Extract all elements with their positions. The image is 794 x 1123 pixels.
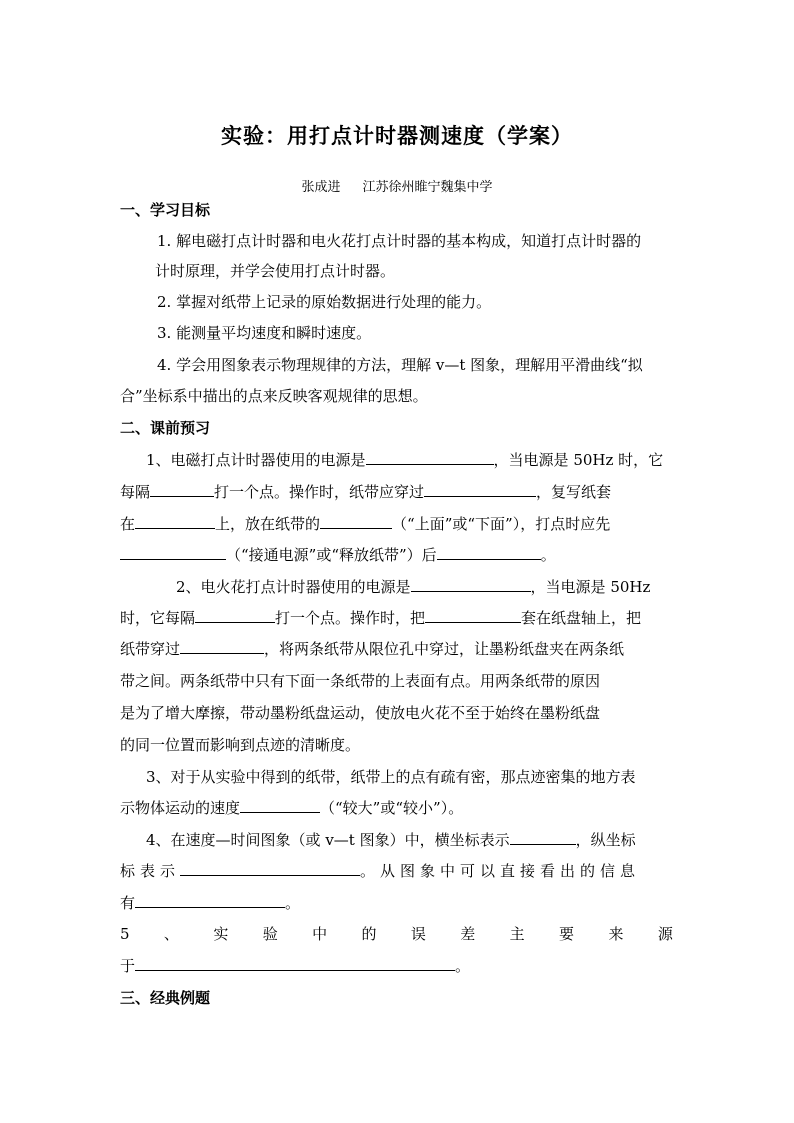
answer-blank[interactable]	[240, 798, 320, 813]
section-heading-goals: 一、学习目标	[120, 201, 211, 219]
goal-4-line-2: 合”坐标系中描出的点来反映客观规律的思想。	[120, 387, 428, 405]
answer-blank[interactable]	[437, 545, 541, 560]
goal-3: 3. 能测量平均速度和瞬时速度。	[157, 324, 372, 342]
question-5-line-2: 于 。	[120, 957, 471, 975]
question-2-line-2: 时，它每隔 打一个点。操作时，把 套在纸盘轴上，把	[120, 609, 642, 627]
answer-blank[interactable]	[425, 608, 521, 623]
question-2-line-4: 带之间。两条纸带中只有下面一条纸带的上表面有点。用两条纸带的原因	[120, 672, 601, 690]
section-heading-examples: 三、经典例题	[120, 989, 211, 1007]
question-1-line-1: 1、电磁打点计时器使用的电源是 ，当电源是 50Hz 时，它	[146, 451, 664, 469]
question-2-line-3: 纸带穿过 ，将两条纸带从限位孔中穿过，让墨粉纸盘夹在两条纸	[120, 640, 625, 658]
question-3-line-2: 示物体运动的速度 （“较大”或“较小”）。	[120, 799, 464, 817]
answer-blank[interactable]	[411, 577, 531, 592]
question-1-line-4: （“接通电源”或“释放纸带”）后 。	[120, 545, 556, 565]
answer-blank[interactable]	[135, 514, 215, 529]
answer-blank[interactable]	[150, 482, 214, 497]
author-line	[0, 176, 794, 195]
author-name: 张成进	[301, 180, 341, 195]
page-title: 实验：用打点计时器测速度（学案）	[221, 123, 573, 148]
answer-blank[interactable]	[180, 639, 264, 654]
answer-blank[interactable]	[135, 893, 285, 908]
answer-blank[interactable]	[320, 514, 392, 529]
question-4-line-1: 4、在速度—时间图象（或 v—t 图象）中，横坐标表示 ，纵坐标	[146, 831, 636, 849]
question-2-line-1: 2、电火花打点计时器使用的电源是 ，当电源是 50Hz	[176, 578, 651, 596]
question-5-line-1: 5 、 实 验 中 的 误 差 主 要 来 源	[120, 925, 673, 943]
question-3-line-1: 3、对于从实验中得到的纸带，纸带上的点有疏有密，那点迹密集的地方表	[146, 768, 636, 786]
author-school: 江苏徐州睢宁魏集中学	[362, 180, 493, 195]
question-4-line-3: 有 。	[120, 894, 301, 912]
question-4-line-2: 标表示 。从图象中可以直接看出的信息	[120, 862, 641, 880]
answer-blank[interactable]	[180, 861, 360, 876]
goal-1-line-1: 1. 解电磁打点计时器和电火花打点计时器的基本构成，知道打点计时器的	[157, 232, 642, 250]
question-2-line-5: 是为了增大摩擦，带动墨粉纸盘运动，使放电火花不至于始终在墨粉纸盘	[120, 704, 601, 722]
goal-1-line-2: 计时原理，并学会使用打点计时器。	[155, 262, 396, 280]
answer-blank[interactable]	[120, 545, 226, 560]
answer-blank[interactable]	[510, 830, 576, 845]
question-1-line-3: 在 上，放在纸带的 （“上面”或“下面”），打点时应先	[120, 515, 611, 533]
section-heading-preview: 二、课前预习	[120, 419, 211, 437]
question-2-line-6: 的同一位置而影响到点迹的清晰度。	[120, 736, 361, 754]
answer-blank[interactable]	[424, 482, 536, 497]
goal-2: 2. 掌握对纸带上记录的原始数据进行处理的能力。	[157, 293, 492, 311]
goal-4-line-1: 4. 学会用图象表示物理规律的方法，理解 v—t 图象，理解用平滑曲线“拟	[157, 356, 643, 374]
question-1-line-2: 每隔 打一个点。操作时，纸带应穿过 ，复写纸套	[120, 483, 612, 501]
answer-blank[interactable]	[366, 450, 494, 465]
answer-blank[interactable]	[195, 608, 275, 623]
answer-blank[interactable]	[135, 956, 455, 971]
